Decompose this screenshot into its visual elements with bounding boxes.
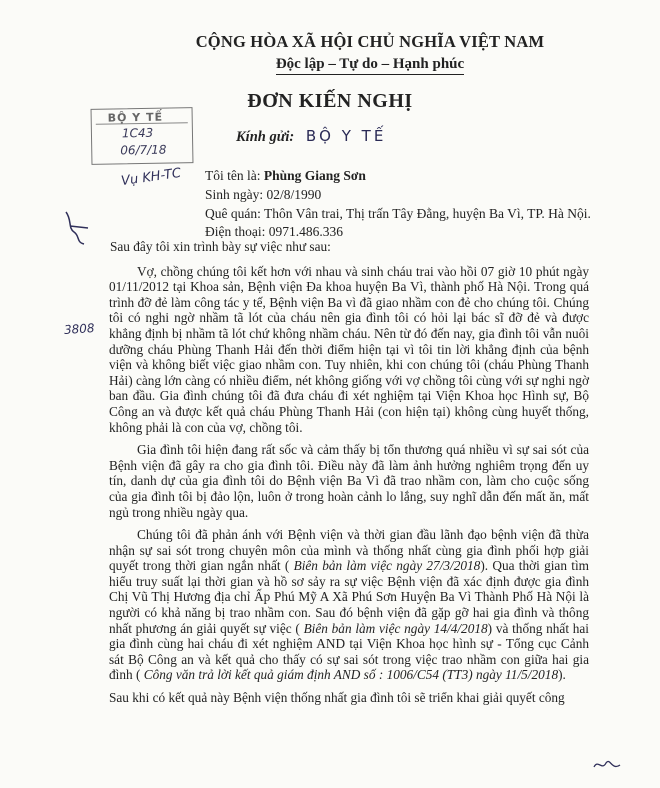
applicant-hometown-line <box>205 206 591 222</box>
paragraph-incident: Vợ, chồng chúng tôi kết hơn với nhau và sinh cháu trai vào hồi 07 giờ 10 phút ngày 01/11/2012 tại Khoa sản, Bệnh viện Đa khoa huyện Ba Vì, thành phố Hà Nội. Trong quá trình đỡ đẻ làm công tác y tế, Bệnh viện Ba vì đã giao nhầm con đẻ cho chúng tôi. Chúng tôi có nghi ngờ nhầm tã lót của cháu nên gia đình tôi có hỏi lại bác sĩ đỡ đẻ và được khẳng định bị nhầm tã lót chứ không nhầm cháu. Nên từ đó đến nay, gia đình tôi vẫn nuôi dưỡng cháu Phùng Thanh Hải đến thời điểm hiện tại vì tôi tin lời khẳng định của bệnh viện và không biết việc giao nhầm con. Tuy nhiên, khi con chúng tôi (cháu Phùng Thanh Hải) càng lớn càng có nhiều điểm, nét không giống với vợ chồng tôi cùng với sự nghi ngờ ban đầu. Gia đình chúng tôi đã đưa cháu đi xét nghiệm tại Viện Khoa học Hình sự, Bộ Công an và được kết quả cháu Phùng Thanh Hải (con hiện tại) không cùng huyết thống, không phải là con của vợ, chồng tôi. <box>109 263 589 435</box>
recipient-label: Kính gửi: <box>236 129 295 145</box>
stamp-number: 1C43 <box>121 125 154 141</box>
applicant-name-line <box>205 168 366 184</box>
stamp-date: 06/7/18 <box>120 142 167 158</box>
resolution-ref-2: Biên bản làm việc ngày 14/4/2018 <box>303 620 488 636</box>
stamp-divider <box>96 122 188 125</box>
document-title: ĐƠN KIẾN NGHỊ <box>247 90 413 112</box>
paragraph-resolution <box>109 527 589 683</box>
applicant-name: Phùng Giang Sơn <box>263 168 366 183</box>
resolution-ref-3: Công văn trả lời kết quả giám định AND số : 1006/C54 (TT3) ngày 11/5/2018 <box>143 667 559 683</box>
applicant-phone: 0971.486.336 <box>268 224 343 239</box>
initials-mark-icon <box>592 757 622 773</box>
applicant-phone-line <box>205 224 343 240</box>
signature-scribble <box>62 208 102 253</box>
resolution-text-4: ). <box>558 667 566 683</box>
resolution-text-3: ) và thống nhất hai gia đình cùng hai cháu đi xét nghiệm AND tại Viện Khoa học hình sự - Tổng cục Cảnh sát Bộ Công an và kết quả cho thấy có sự sai sót trong việc trao nhầm con giữa hai gia đình ( <box>109 620 589 683</box>
signature-mark-icon <box>62 208 102 248</box>
paragraph-followup: Sau khi có kết quả này Bệnh viện thống nhất gia đình tôi sẽ triển khai giải quyết công <box>109 690 565 706</box>
dob-label: Sinh ngày: <box>205 187 264 202</box>
name-label: Tôi tên là: <box>205 168 261 183</box>
applicant-dob: 02/8/1990 <box>266 187 322 202</box>
handwritten-note-number: 3808 <box>63 320 95 338</box>
recipient-handwritten: BỘ Y TẾ <box>305 127 387 145</box>
resolution-text-2: ). Qua thời gian tìm hiểu truy suất lại thời gian và hồ sơ sảy ra sự việc Bệnh viện đã xác định được gia đình Chị Vũ Thị Hương địa chỉ Ấp Phú Mỹ A Xã Phú Sơn Huyện Ba Vì Thành Phố Hà Nội là người có khả năng bị trao nhầm con. Sau đó bệnh viện đã gặp gỡ hai gia đình và thông nhất phương án giải quyết sự việc ( <box>109 558 589 636</box>
intro-sentence: Sau đây tôi xin trình bày sự việc như sau: <box>110 239 331 254</box>
national-motto: Độc lập – Tự do – Hạnh phúc <box>276 56 464 75</box>
country-name: CỘNG HÒA XÃ HỘI CHỦ NGHĨA VIỆT NAM <box>195 32 545 51</box>
handwritten-note-department: Vụ KH-TC <box>120 165 183 190</box>
phone-label: Điện thoại: <box>205 224 266 239</box>
national-header <box>190 32 550 75</box>
petition-body <box>109 239 589 713</box>
page-corner-scribble <box>592 757 622 776</box>
applicant-hometown: Thôn Vân trai, Thị trấn Tây Đằng, huyện Ba Vì, TP. Hà Nội. <box>264 206 591 221</box>
resolution-ref-1: Biên bản làm việc ngày 27/3/2018 <box>293 558 481 574</box>
stamp-heading: BỘ Y TẾ <box>107 110 164 125</box>
recipient-line <box>236 127 386 146</box>
received-stamp <box>91 107 194 165</box>
hometown-label: Quê quán: <box>205 206 261 221</box>
resolution-text-1: Chúng tôi đã phản ánh với Bệnh viện và thời gian đầu lãnh đạo bệnh viện đã thừa nhận sự sai sót trong chuyên môn của mình và thống nhất cùng gia đình phối hợp giải quyết trong thời gian ngắn nhất ( <box>109 527 589 574</box>
paragraph-impact: Gia đình tôi hiện đang rất sốc và cảm thấy bị tổn thương quá nhiều vì sự sai sót của Bệnh viện đã gây ra cho gia đình tôi. Điều này đã làm ảnh hưởng nghiêm trọng đến uy tín, danh dự của gia đình tôi do Bệnh viện Ba Vì đã trao nhầm con, làm cho cuộc sống của gia đình tôi bị đảo lộn, luôn ở trong hoàn cảnh lo lắng, suy nghĩ dẫn đến mất ăn, mất ngủ trong nhiều ngày qua. <box>109 442 589 520</box>
applicant-dob-line <box>205 187 321 203</box>
